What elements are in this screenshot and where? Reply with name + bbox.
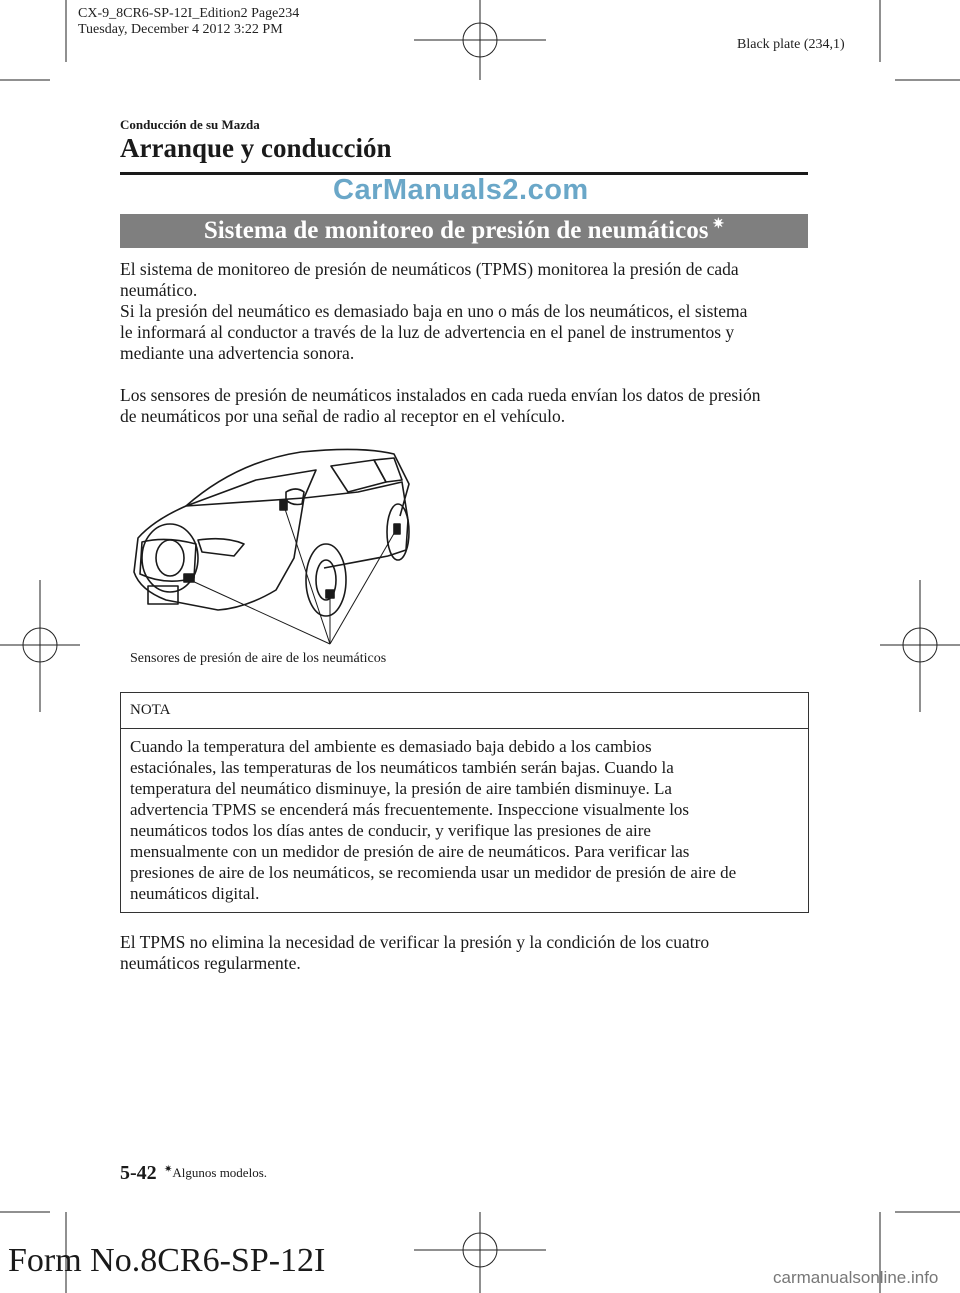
figure-caption: Sensores de presión de aire de los neumáticos bbox=[130, 651, 387, 666]
text-line: El sistema de monitoreo de presión de neumáticos (TPMS) monitorea la presión de cada bbox=[120, 259, 739, 279]
side-mirror bbox=[286, 489, 304, 505]
text-line: El TPMS no elimina la necesidad de verificar la presión y la condición de los cuatro bbox=[120, 932, 710, 952]
crosshair-right bbox=[880, 580, 960, 712]
text-line: Cuando la temperatura del ambiente es demasiado baja debido a los cambios bbox=[130, 737, 652, 756]
leader-line bbox=[190, 580, 330, 644]
leader-line bbox=[330, 530, 396, 644]
note-heading: NOTA bbox=[121, 693, 808, 729]
closing-paragraph bbox=[120, 932, 810, 974]
section-label: Conducción de su Mazda bbox=[120, 117, 260, 132]
form-number: Form No.8CR6-SP-12I bbox=[8, 1242, 326, 1279]
print-file-line: CX-9_8CR6-SP-12I_Edition2 Page234 bbox=[78, 6, 300, 21]
crosshair-bottom bbox=[414, 1212, 546, 1293]
leader-line bbox=[284, 506, 330, 644]
tire-sensor bbox=[280, 500, 287, 510]
front-wheel-hub bbox=[156, 540, 184, 576]
text-line: de neumáticos por una señal de radio al receptor en el vehículo. bbox=[120, 406, 566, 426]
site-watermark: carmanualsonline.info bbox=[773, 1268, 939, 1287]
text-line: neumáticos regularmente. bbox=[120, 953, 301, 973]
print-plate: Black plate (234,1) bbox=[737, 37, 845, 52]
star-icon: ✷ bbox=[712, 216, 725, 232]
chapter-title: Arranque y conducción bbox=[120, 133, 392, 163]
text-line: estaciónales, las temperaturas de los neumáticos también serán bajas. Cuando la bbox=[130, 758, 674, 777]
text-line: le informará al conductor a través de la luz de advertencia en el panel de instrumentos y bbox=[120, 322, 735, 342]
watermark-logo: CarManuals2.com bbox=[333, 174, 589, 206]
text-line: neumáticos digital. bbox=[130, 884, 260, 903]
text-line: Si la presión del neumático es demasiado baja en uno o más de los neumáticos, el sistema bbox=[120, 301, 748, 321]
print-date-line: Tuesday, December 4 2012 3:22 PM bbox=[78, 22, 283, 37]
text-line: mediante una advertencia sonora. bbox=[120, 343, 355, 363]
text-line: neumáticos todos los días antes de conducir, y verifique las presiones de aire bbox=[130, 821, 651, 840]
page-number: 5-42 bbox=[120, 1162, 157, 1184]
star-icon: ✷ bbox=[164, 1164, 173, 1175]
footnote-text: Algunos modelos. bbox=[172, 1165, 268, 1180]
crosshair-top bbox=[414, 0, 546, 80]
crosshair-left bbox=[0, 580, 80, 712]
text-line: mensualmente con un medidor de presión de aire de neumáticos. Para verificar las bbox=[130, 842, 690, 861]
vehicle-tpms-illustration bbox=[126, 440, 426, 650]
note-box bbox=[120, 692, 809, 913]
text-line: presiones de aire de los neumáticos, se recomienda usar un medidor de presión de aire de bbox=[130, 863, 737, 882]
front-wheel-right bbox=[306, 544, 346, 616]
headlight bbox=[198, 539, 244, 556]
note-body bbox=[121, 729, 808, 912]
windshield bbox=[186, 470, 316, 506]
sensor-paragraph bbox=[120, 385, 810, 427]
banner-title: Sistema de monitoreo de presión de neumáticos bbox=[203, 217, 709, 244]
text-line: temperatura del neumático disminuye, la presión de aire también disminuye. La bbox=[130, 779, 672, 798]
text-line: Los sensores de presión de neumáticos instalados en cada rueda envían los datos de presión bbox=[120, 385, 761, 405]
footnote bbox=[164, 1165, 267, 1181]
text-line: neumático. bbox=[120, 280, 198, 300]
text-line: advertencia TPMS se encenderá más frecuentemente. Inspeccione visualmente los bbox=[130, 800, 690, 819]
section-banner bbox=[120, 214, 808, 248]
intro-paragraph bbox=[120, 259, 810, 364]
